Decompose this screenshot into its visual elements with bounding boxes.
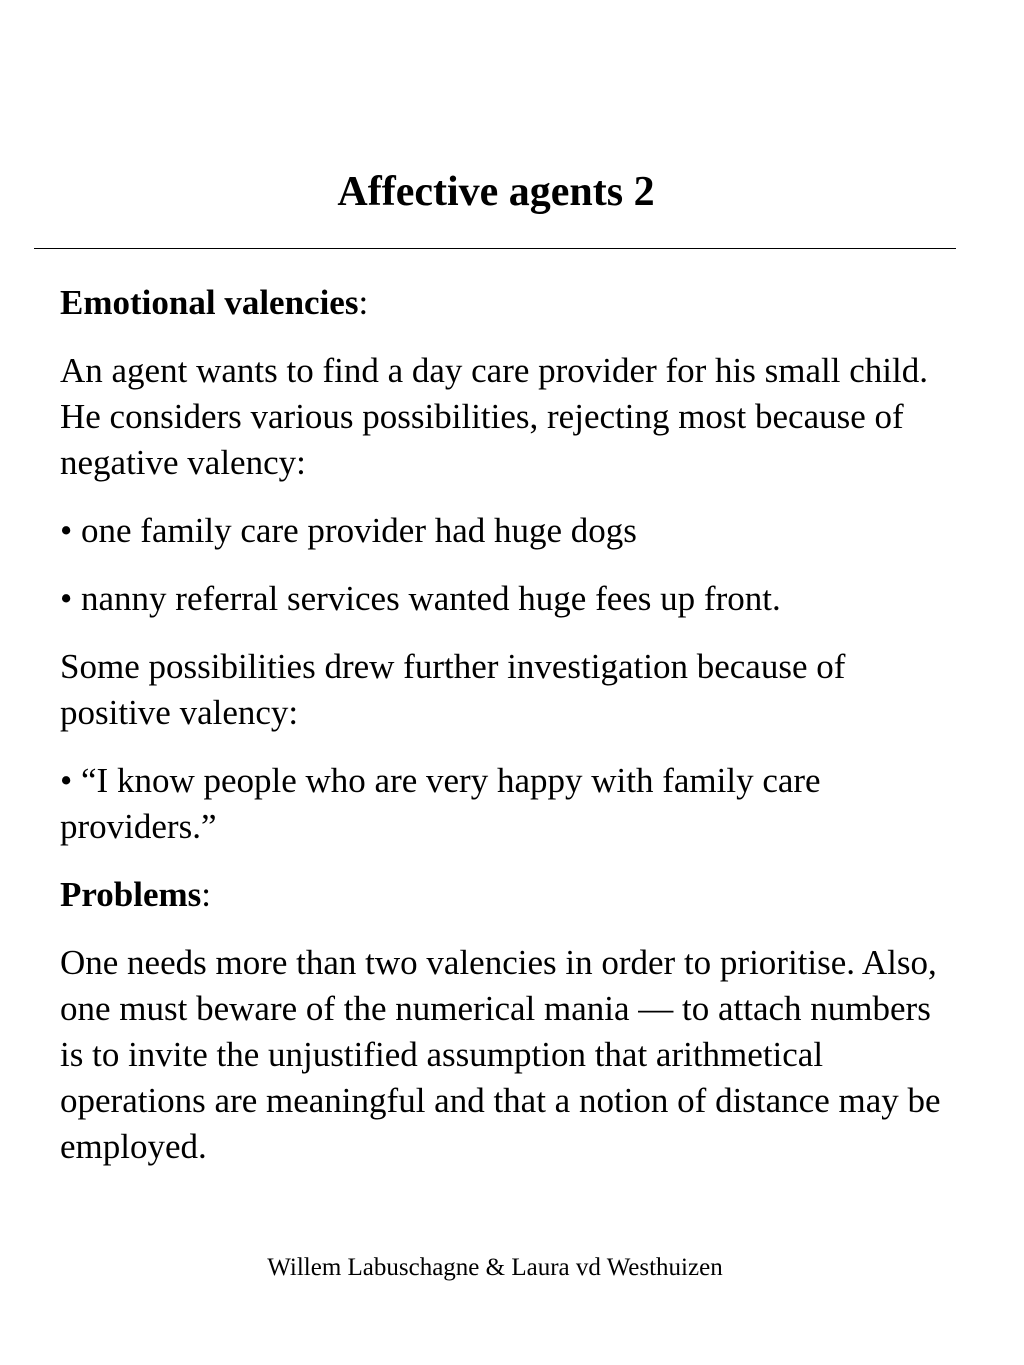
problems-paragraph: One needs more than two valencies in order to prioritise. Also, one must beware of the numerical mania — to attach numbers is to invite the unjustified assumption that arithmetical operations are meaningful and that a notion of distance may be employed.: [60, 943, 941, 1166]
section-heading-emotional-valencies: [60, 280, 960, 326]
bullet-item-quote: • “I know people who are very happy with family care providers.”: [60, 761, 821, 846]
section-heading-problems: [60, 872, 960, 918]
heading-colon: :: [358, 283, 369, 322]
intro-paragraph: An agent wants to find a day care provider for his small child. He considers various possibilities, rejecting most because of negative valency:: [60, 351, 928, 482]
heading-emotional-valencies-text: Emotional valencies: [60, 283, 359, 322]
bullet-item: • one family care provider had huge dogs: [60, 511, 637, 550]
slide-content: [60, 280, 960, 1192]
slide-title: Affective agents 2: [337, 169, 655, 215]
slide-footer-authors: Willem Labuschagne & Laura vd Westhuizen: [267, 1254, 723, 1281]
heading-colon: :: [201, 875, 212, 914]
heading-problems-text: Problems: [60, 875, 202, 914]
title-divider: [34, 248, 956, 249]
positive-valency-paragraph: Some possibilities drew further investigation because of positive valency:: [60, 647, 846, 732]
bullet-item: • nanny referral services wanted huge fees up front.: [60, 579, 781, 618]
